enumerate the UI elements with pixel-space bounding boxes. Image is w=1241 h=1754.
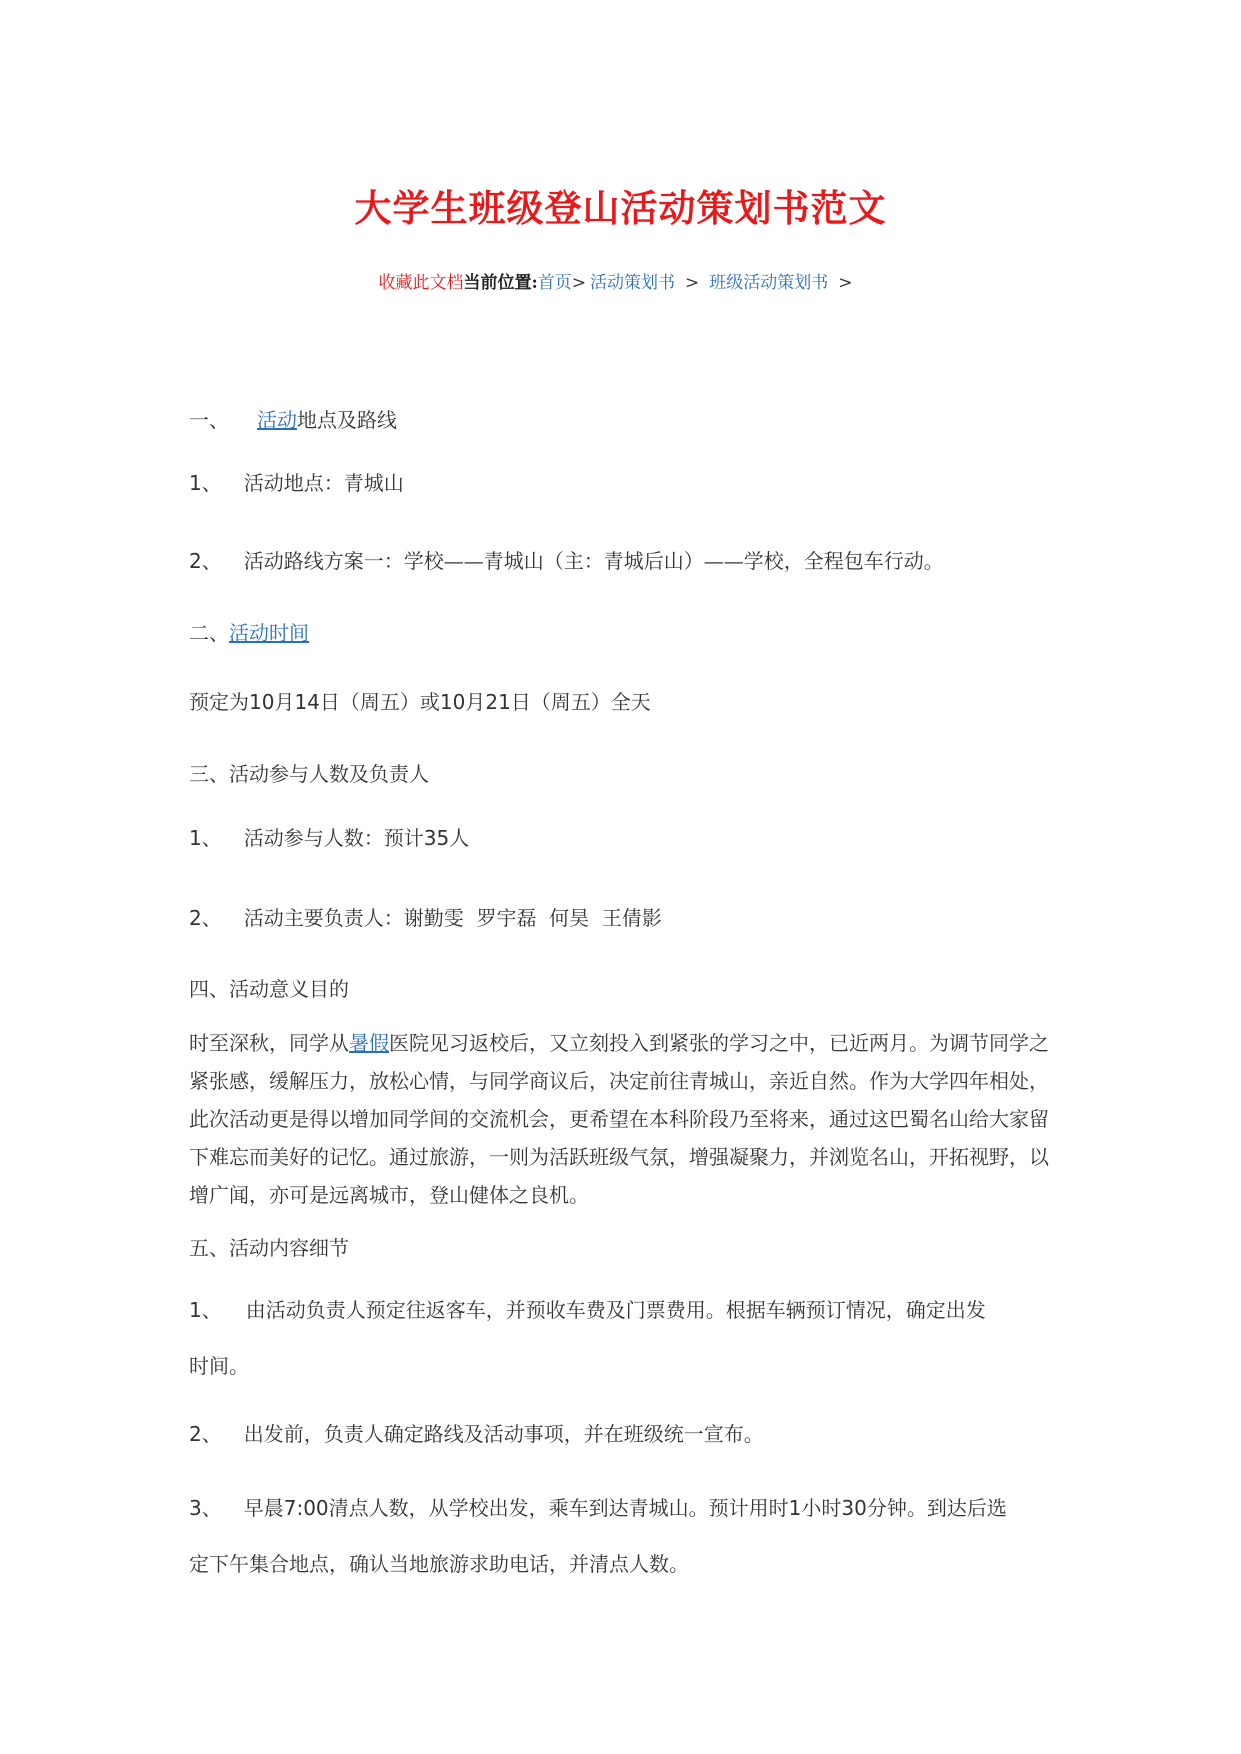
item-number: 1、 [189,1298,222,1322]
text-part: 早晨 [243,1496,284,1520]
section-5-item-3-continued: 定下午集合地点，确认当地旅游求助电话，并清点人数。 [189,1552,689,1576]
section-2-text [189,686,651,715]
item-text: 活动参与人数：预计 [243,826,424,850]
activity-link[interactable]: 活动 [257,408,297,432]
section-1-heading [189,404,397,433]
text-part: 月 [465,690,486,714]
favorite-link[interactable]: 收藏此文档 [378,273,464,293]
breadcrumb-home-link[interactable]: 首页 [537,273,572,293]
item-text: 出发前，负责人确定路线及活动事项，并在班级统一宣布。 [243,1422,764,1446]
text-part: 小时 [801,1496,842,1520]
number: 10 [439,690,466,714]
current-position-label: 当前位置: [463,273,538,293]
text-part: 预定为 [189,690,249,714]
number: 1 [788,1496,802,1520]
item-number: 1、 [189,471,222,495]
section-5-item-3 [189,1492,1007,1521]
breadcrumb-separator: > [685,273,700,293]
item-number: 1、 [189,826,222,850]
item-text: 活动主要负责人：谢勤雯 罗宇磊 何昊 王倩影 [243,906,662,930]
breadcrumb-activity-plan-link[interactable]: 活动策划书 [590,273,676,293]
section-5-heading: 五、活动内容细节 [189,1236,349,1260]
section-1-item-1 [189,467,404,496]
section-5-item-2 [189,1418,764,1447]
number: 21 [485,690,511,714]
section-5-item-1 [189,1294,986,1323]
text-part: 日（周五）全天 [510,690,651,714]
number: 14 [294,690,320,714]
text-part: 日（周五）或 [319,690,440,714]
section-4-paragraph [189,1024,1059,1214]
section-4-heading: 四、活动意义目的 [189,977,349,1001]
item-number: 3、 [189,1496,222,1520]
activity-time-link[interactable]: 活动时间 [229,621,309,645]
text-part: 时至深秋，同学从 [189,1031,349,1055]
text-part: 清点人数，从学校出发，乘车到达青城山。预计用时 [328,1496,789,1520]
breadcrumb-separator: > [571,273,587,293]
item-text: 由活动负责人预定往返客车，并预收车费及门票费用。根据车辆预订情况，确定出发 [245,1298,986,1322]
item-number: 2、 [189,549,222,573]
section-2-heading [189,617,309,646]
section-2-prefix: 二、 [189,621,229,645]
section-3-item-1 [189,822,469,851]
number: 10 [249,690,275,714]
item-text: 活动路线方案一：学校——青城山（主：青城后山）——学校，全程包车行动。 [243,549,944,573]
section-3-item-2 [189,902,662,931]
section-1-rest: 地点及路线 [297,408,397,432]
breadcrumb-separator: > [838,273,853,293]
section-5-item-1-continued: 时间。 [189,1354,249,1378]
section-3-heading: 三、活动参与人数及负责人 [189,762,429,786]
departure-time: 7:00 [283,1496,329,1520]
text-part: 分钟。到达后选 [866,1496,1007,1520]
document-title: 大学生班级登山活动策划书范文 [354,186,887,230]
section-1-item-2 [189,545,944,574]
item-unit: 人 [449,826,470,850]
breadcrumb [0,268,1241,293]
text-part: 医院见习返校后，又立刻投入到紧张的学习之中，已近两月。为调节同学之紧张感，缓解压力，放松心情，与同学商议后，决定前往青城山，亲近自然。作为大学四年相处，此次活动更是得以增加同学间的交流机会，更希望在本科阶段乃至将来，通过这巴蜀名山给大家留下难忘而美好的记忆。通过旅游，一则为活跃班级气氛，增强凝聚力，并浏览名山，开拓视野，以增广闻，亦可是远离城市，登山健体之良机。 [189,1031,1049,1207]
item-text: 活动地点：青城山 [243,471,404,495]
item-number: 2、 [189,1422,222,1446]
text-part: 月 [274,690,295,714]
summer-vacation-link[interactable]: 暑假 [349,1031,389,1055]
breadcrumb-class-activity-link[interactable]: 班级活动策划书 [709,273,829,293]
section-1-prefix: 一、 [189,408,229,432]
item-number: 2、 [189,906,222,930]
participant-count: 35 [423,826,450,850]
number: 30 [841,1496,867,1520]
